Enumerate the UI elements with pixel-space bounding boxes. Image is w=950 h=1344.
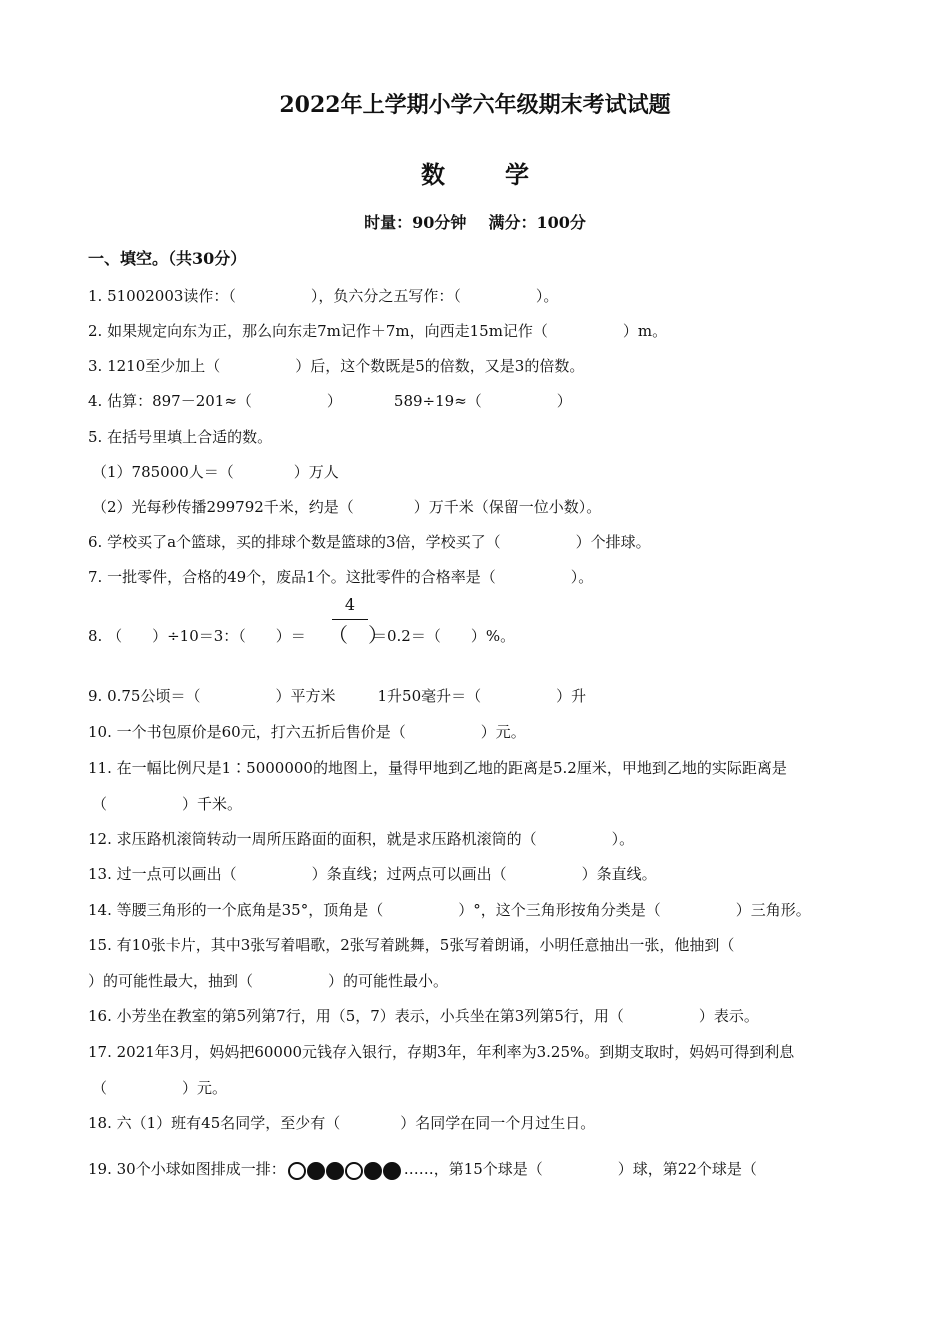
question-1: 1. 51002003读作：（ ），负六分之五写作：（ ）。 bbox=[88, 287, 559, 305]
white-ball-icon bbox=[288, 1162, 306, 1180]
exam-title: 2022年上学期小学六年级期末考试试题 bbox=[279, 92, 671, 118]
question-2: 2. 如果规定向东为正，那么向东走7m记作＋7m，向西走15m记作（ ）m。 bbox=[88, 322, 668, 340]
question-8-part-b: ＝0.2＝（ ）%。 bbox=[372, 627, 516, 645]
question-18: 18. 六（1）班有45名同学，至少有（ ）名同学在同一个月过生日。 bbox=[88, 1114, 596, 1132]
question-14: 14. 等腰三角形的一个底角是35°，顶角是（ ）°，这个三角形按角分类是（ ）三角形。 bbox=[88, 901, 811, 919]
question-9-part-a: 9. 0.75公顷＝（ ）平方米 bbox=[88, 687, 336, 705]
question-5-2: （2）光每秒传播299792千米，约是（ ）万千米（保留一位小数）。 bbox=[92, 498, 602, 516]
white-ball-icon bbox=[345, 1162, 363, 1180]
question-12: 12. 求压路机滚筒转动一周所压路面的面积，就是求压路机滚筒的（ ）。 bbox=[88, 830, 635, 848]
section-heading: 一、填空。（共30分） bbox=[88, 249, 247, 268]
question-17-line-1: 17. 2021年3月，妈妈把60000元钱存入银行，存期3年，年利率为3.25%。到期支取时，妈妈可得到利息 bbox=[88, 1043, 795, 1061]
fraction-numerator: 4 bbox=[344, 595, 356, 614]
question-19 bbox=[88, 1158, 757, 1180]
question-13: 13. 过一点可以画出（ ）条直线；过两点可以画出（ ）条直线。 bbox=[88, 865, 657, 883]
black-ball-icon bbox=[326, 1162, 344, 1180]
question-3: 3. 1210至少加上（ ）后，这个数既是5的倍数，又是3的倍数。 bbox=[88, 357, 585, 375]
question-10: 10. 一个书包原价是60元，打六五折后售价是（ ）元。 bbox=[88, 723, 526, 741]
question-7: 7. 一批零件，合格的49个，废品1个。这批零件的合格率是（ ）。 bbox=[88, 568, 594, 586]
black-ball-icon bbox=[383, 1162, 401, 1180]
question-16: 16. 小芳坐在教室的第5列第7行，用（5，7）表示，小兵坐在第3列第5行，用（ ）表示。 bbox=[88, 1007, 759, 1025]
question-15-line-2: ）的可能性最大，抽到（ ）的可能性最小。 bbox=[88, 972, 449, 990]
question-17-line-2: （ ）元。 bbox=[92, 1079, 228, 1097]
question-5-1: （1）785000人＝（ ）万人 bbox=[92, 463, 339, 481]
question-4 bbox=[88, 390, 572, 411]
black-ball-icon bbox=[307, 1162, 325, 1180]
time-limit: 时量：90分钟 bbox=[364, 213, 467, 232]
question-15-line-1: 15. 有10张卡片，其中3张写着唱歌，2张写着跳舞，5张写着朗诵，小明任意抽出一张，他抽到（ bbox=[88, 936, 735, 954]
ball-sequence bbox=[288, 1161, 402, 1180]
question-6: 6. 学校买了a个篮球，买的排球个数是篮球的3倍，学校买了（ ）个排球。 bbox=[88, 533, 651, 551]
question-9 bbox=[88, 685, 586, 706]
black-ball-icon bbox=[364, 1162, 382, 1180]
question-4-part-a: 4. 估算：897－201≈（ ） bbox=[88, 392, 342, 410]
fraction-denominator: （ ） bbox=[328, 623, 388, 647]
question-8-fraction bbox=[328, 595, 388, 655]
question-11-line-2: （ ）千米。 bbox=[92, 795, 243, 813]
question-4-part-b: 589÷19≈（ ） bbox=[393, 392, 572, 410]
subject-title: 数学 bbox=[421, 160, 589, 189]
exam-meta bbox=[0, 210, 950, 233]
question-5: 5. 在括号里填上合适的数。 bbox=[88, 428, 273, 446]
question-19-part-a: 19. 30个小球如图排成一排： bbox=[88, 1160, 286, 1178]
question-9-part-b: 1升50毫升＝（ ）升 bbox=[377, 687, 587, 705]
full-score: 满分：100分 bbox=[488, 213, 586, 232]
question-19-part-b: ……，第15个球是（ ）球，第22个球是（ bbox=[403, 1160, 757, 1178]
question-11-line-1: 11. 在一幅比例尺是1∶5000000的地图上，量得甲地到乙地的距离是5.2厘米，甲地到乙地的实际距离是 bbox=[88, 759, 787, 777]
question-8-part-a: 8. （ ）÷10＝3：（ ）＝ bbox=[88, 627, 306, 645]
